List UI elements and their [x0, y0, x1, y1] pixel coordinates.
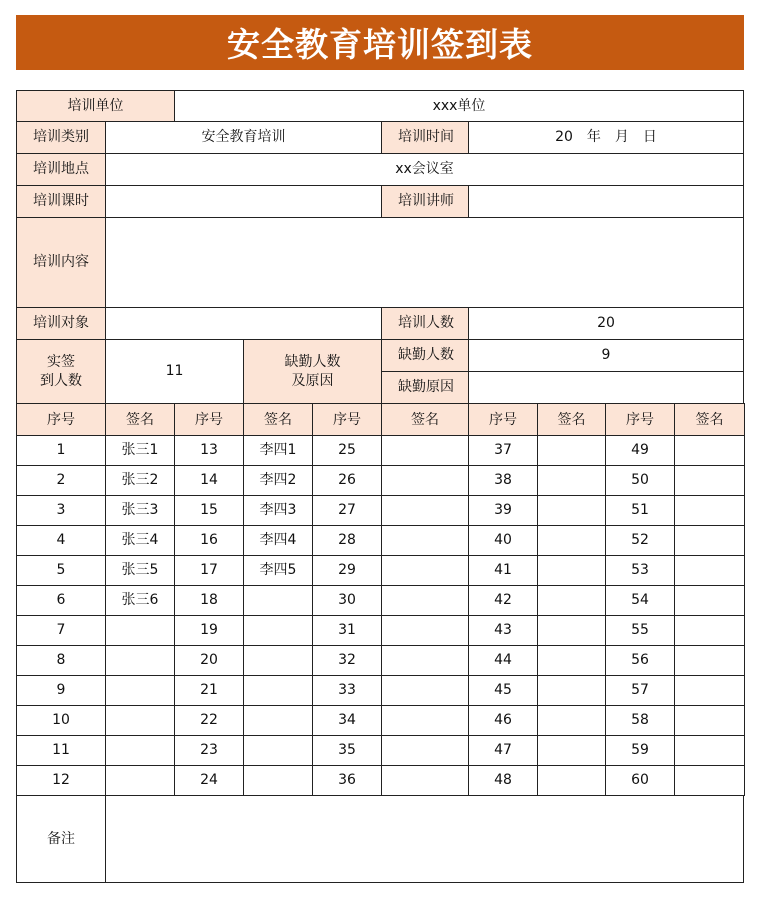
- column-header-number: 序号: [605, 403, 675, 437]
- unit-value-cell[interactable]: xxx单位: [174, 90, 744, 122]
- column-header-number: 序号: [312, 403, 382, 437]
- absent-group-label: [243, 339, 382, 404]
- signature-cell[interactable]: [674, 735, 745, 766]
- signature-cell[interactable]: 张三3: [105, 495, 175, 526]
- signature-cell[interactable]: [537, 525, 606, 556]
- number-cell: 2: [16, 465, 106, 496]
- number-cell: 15: [174, 495, 244, 526]
- absent-count-label: 缺勤人数: [381, 339, 469, 372]
- signed-value-cell[interactable]: 11: [105, 339, 244, 404]
- signature-cell[interactable]: [105, 615, 175, 646]
- number-cell: 29: [312, 555, 382, 586]
- number-cell: 55: [605, 615, 675, 646]
- signature-cell[interactable]: [243, 645, 313, 676]
- number-cell: 6: [16, 585, 106, 616]
- absent-group-label-line2: 及原因: [291, 372, 334, 389]
- number-cell: 47: [468, 735, 538, 766]
- column-header-signature: 签名: [674, 403, 745, 437]
- number-cell: 31: [312, 615, 382, 646]
- signature-cell[interactable]: [381, 645, 469, 676]
- signature-cell[interactable]: 张三5: [105, 555, 175, 586]
- absent-reason-value-cell[interactable]: [468, 371, 744, 404]
- number-cell: 34: [312, 705, 382, 736]
- signature-cell[interactable]: 张三1: [105, 435, 175, 466]
- number-cell: 60: [605, 765, 675, 796]
- signature-cell[interactable]: [537, 735, 606, 766]
- signature-cell[interactable]: [105, 765, 175, 796]
- signature-cell[interactable]: 李四1: [243, 435, 313, 466]
- signature-cell[interactable]: [537, 765, 606, 796]
- signature-cell[interactable]: [537, 705, 606, 736]
- number-cell: 1: [16, 435, 106, 466]
- signature-cell[interactable]: [105, 645, 175, 676]
- number-cell: 10: [16, 705, 106, 736]
- number-cell: 9: [16, 675, 106, 706]
- type-label: 培训类别: [16, 121, 106, 154]
- column-header-signature: 签名: [105, 403, 175, 437]
- lecturer-value-cell[interactable]: [468, 185, 744, 218]
- number-cell: 40: [468, 525, 538, 556]
- signature-cell[interactable]: [381, 495, 469, 526]
- number-cell: 24: [174, 765, 244, 796]
- sign-in-form: [16, 90, 744, 883]
- number-cell: 18: [174, 585, 244, 616]
- unit-label: 培训单位: [16, 90, 175, 122]
- signature-cell[interactable]: [537, 675, 606, 706]
- column-header-signature: 签名: [381, 403, 469, 437]
- audience-value-cell[interactable]: [105, 307, 382, 340]
- signature-cell[interactable]: [381, 555, 469, 586]
- number-cell: 19: [174, 615, 244, 646]
- hours-value-cell[interactable]: [105, 185, 382, 218]
- signature-cell[interactable]: [537, 585, 606, 616]
- location-value-cell[interactable]: xx会议室: [105, 153, 744, 186]
- number-cell: 51: [605, 495, 675, 526]
- signed-label-line2: 到人数: [40, 372, 82, 389]
- number-cell: 16: [174, 525, 244, 556]
- number-cell: 5: [16, 555, 106, 586]
- time-value-cell[interactable]: 20 年 月 日: [468, 121, 744, 154]
- signature-cell[interactable]: 李四3: [243, 495, 313, 526]
- number-cell: 28: [312, 525, 382, 556]
- signature-cell[interactable]: [381, 765, 469, 796]
- number-cell: 14: [174, 465, 244, 496]
- number-cell: 20: [174, 645, 244, 676]
- number-cell: 57: [605, 675, 675, 706]
- signature-cell[interactable]: 李四5: [243, 555, 313, 586]
- signature-cell[interactable]: 张三2: [105, 465, 175, 496]
- number-cell: 53: [605, 555, 675, 586]
- number-cell: 54: [605, 585, 675, 616]
- signature-cell[interactable]: [243, 675, 313, 706]
- signature-cell[interactable]: [381, 435, 469, 466]
- number-cell: 48: [468, 765, 538, 796]
- signature-cell[interactable]: [243, 765, 313, 796]
- number-cell: 52: [605, 525, 675, 556]
- signature-cell[interactable]: [674, 585, 745, 616]
- content-label: 培训内容: [16, 217, 106, 308]
- number-cell: 11: [16, 735, 106, 766]
- audience-label: 培训对象: [16, 307, 106, 340]
- signature-cell[interactable]: [243, 705, 313, 736]
- signature-cell[interactable]: [381, 705, 469, 736]
- number-cell: 35: [312, 735, 382, 766]
- number-cell: 25: [312, 435, 382, 466]
- number-cell: 36: [312, 765, 382, 796]
- signature-cell[interactable]: [674, 645, 745, 676]
- signature-cell[interactable]: [537, 615, 606, 646]
- signature-cell[interactable]: [537, 645, 606, 676]
- number-cell: 7: [16, 615, 106, 646]
- hours-label: 培训课时: [16, 185, 106, 218]
- column-header-signature: 签名: [537, 403, 606, 437]
- signature-cell[interactable]: 李四4: [243, 525, 313, 556]
- number-cell: 46: [468, 705, 538, 736]
- number-cell: 39: [468, 495, 538, 526]
- signature-cell[interactable]: [381, 615, 469, 646]
- signature-cell[interactable]: [674, 435, 745, 466]
- count-value-cell[interactable]: 20: [468, 307, 744, 340]
- column-header-signature: 签名: [243, 403, 313, 437]
- absent-count-value-cell[interactable]: 9: [468, 339, 744, 372]
- number-cell: 26: [312, 465, 382, 496]
- count-label: 培训人数: [381, 307, 469, 340]
- location-label: 培训地点: [16, 153, 106, 186]
- number-cell: 8: [16, 645, 106, 676]
- form-title: 安全教育培训签到表: [16, 15, 744, 70]
- signature-cell[interactable]: [381, 465, 469, 496]
- number-cell: 4: [16, 525, 106, 556]
- signature-cell[interactable]: [674, 765, 745, 796]
- signed-label: [16, 339, 106, 404]
- signature-cell[interactable]: [537, 555, 606, 586]
- signature-cell[interactable]: [674, 525, 745, 556]
- signature-cell[interactable]: [105, 675, 175, 706]
- signature-cell[interactable]: [381, 675, 469, 706]
- number-cell: 30: [312, 585, 382, 616]
- signature-cell[interactable]: [674, 615, 745, 646]
- number-cell: 42: [468, 585, 538, 616]
- signature-cell[interactable]: [674, 465, 745, 496]
- number-cell: 13: [174, 435, 244, 466]
- time-label: 培训时间: [381, 121, 469, 154]
- signature-cell[interactable]: [381, 525, 469, 556]
- absent-group-label-line1: 缺勤人数: [284, 353, 341, 370]
- number-cell: 41: [468, 555, 538, 586]
- number-cell: 45: [468, 675, 538, 706]
- signature-cell[interactable]: 张三6: [105, 585, 175, 616]
- number-cell: 44: [468, 645, 538, 676]
- number-cell: 43: [468, 615, 538, 646]
- signature-cell[interactable]: 张三4: [105, 525, 175, 556]
- signature-cell[interactable]: [381, 585, 469, 616]
- signature-cell[interactable]: [674, 675, 745, 706]
- signature-cell[interactable]: [243, 585, 313, 616]
- signature-cell[interactable]: [105, 735, 175, 766]
- remarks-label: 备注: [16, 795, 106, 883]
- signature-cell[interactable]: [537, 435, 606, 466]
- signature-cell[interactable]: [243, 615, 313, 646]
- absent-reason-label: 缺勤原因: [381, 371, 469, 404]
- number-cell: 50: [605, 465, 675, 496]
- lecturer-label: 培训讲师: [381, 185, 469, 218]
- number-cell: 17: [174, 555, 244, 586]
- signature-cell[interactable]: [674, 705, 745, 736]
- signature-cell[interactable]: 李四2: [243, 465, 313, 496]
- content-value-cell[interactable]: [105, 217, 744, 308]
- signature-cell[interactable]: [243, 735, 313, 766]
- signature-cell[interactable]: [381, 735, 469, 766]
- number-cell: 32: [312, 645, 382, 676]
- column-header-number: 序号: [174, 403, 244, 437]
- number-cell: 12: [16, 765, 106, 796]
- number-cell: 22: [174, 705, 244, 736]
- type-value-cell[interactable]: 安全教育培训: [105, 121, 382, 154]
- number-cell: 56: [605, 645, 675, 676]
- number-cell: 21: [174, 675, 244, 706]
- number-cell: 58: [605, 705, 675, 736]
- number-cell: 59: [605, 735, 675, 766]
- signature-cell[interactable]: [105, 705, 175, 736]
- column-header-number: 序号: [468, 403, 538, 437]
- signature-cell[interactable]: [674, 495, 745, 526]
- number-cell: 37: [468, 435, 538, 466]
- signature-cell[interactable]: [537, 495, 606, 526]
- number-cell: 3: [16, 495, 106, 526]
- number-cell: 27: [312, 495, 382, 526]
- remarks-value-cell[interactable]: [105, 795, 744, 883]
- signature-cell[interactable]: [674, 555, 745, 586]
- number-cell: 23: [174, 735, 244, 766]
- column-header-number: 序号: [16, 403, 106, 437]
- number-cell: 38: [468, 465, 538, 496]
- number-cell: 33: [312, 675, 382, 706]
- signature-cell[interactable]: [537, 465, 606, 496]
- signed-label-line1: 实签: [47, 353, 75, 370]
- number-cell: 49: [605, 435, 675, 466]
